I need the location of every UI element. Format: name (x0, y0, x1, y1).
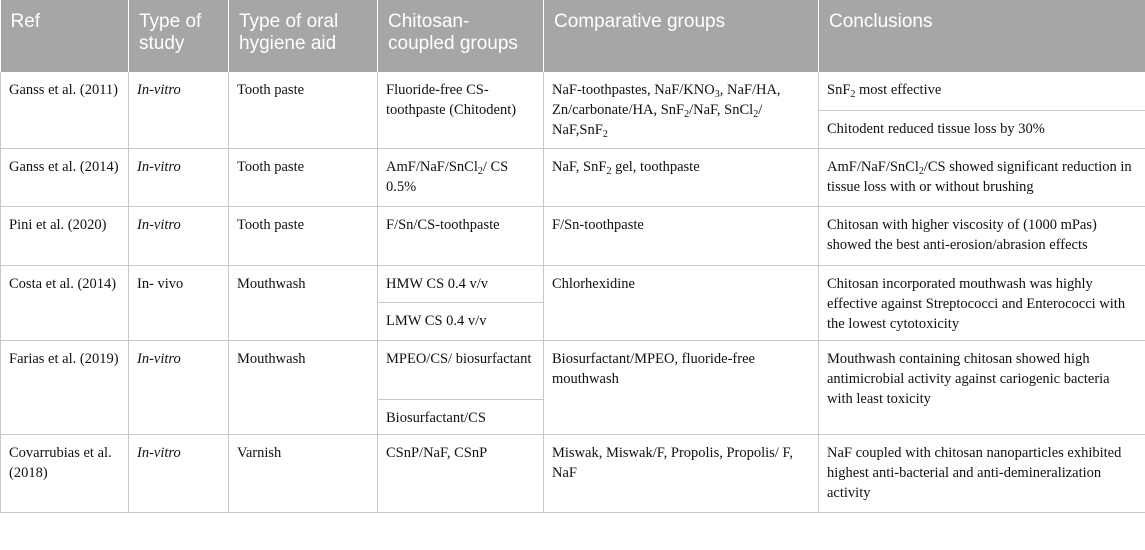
header-type-of-study: Type of study (129, 0, 229, 72)
cell-group: Biosurfactant/CS (378, 399, 544, 434)
cell-comparative: Miswak, Miswak/F, Propolis, Propolis/ F, NaF (544, 434, 819, 512)
table-row (1, 72, 1145, 110)
cell-comparative: NaF, SnF$_2$ gel, toothpaste (544, 148, 819, 206)
cell-aid: Varnish (229, 434, 378, 512)
table-row (1, 340, 1145, 399)
cell-study: In- vivo (129, 265, 229, 340)
cell-aid: Mouthwash (229, 340, 378, 434)
header-comparative-groups: Comparative groups (544, 0, 819, 72)
cell-ref: Costa et al. (2014) (1, 265, 129, 340)
cell-study: In-vitro (129, 72, 229, 148)
cell-conclusion: NaF coupled with chitosan nanoparticles exhibited highest anti-bacterial and anti-demineralization activity (819, 434, 1145, 512)
header-row (1, 0, 1145, 72)
cell-aid: Tooth paste (229, 148, 378, 206)
cell-conclusion: Mouthwash containing chitosan showed high antimicrobial activity against cariogenic bacteria with least toxicity (819, 340, 1145, 434)
cell-conclusion: Chitodent reduced tissue loss by 30% (819, 110, 1145, 148)
cell-group: F/Sn/CS-toothpaste (378, 206, 544, 265)
cell-ref: Pini et al. (2020) (1, 206, 129, 265)
table-row (1, 265, 1145, 303)
cell-ref: Covarrubias et al. (2018) (1, 434, 129, 512)
cell-ref: Ganss et al. (2014) (1, 148, 129, 206)
table-row (1, 434, 1145, 512)
cell-conclusion: Chitosan incorporated mouthwash was highly effective against Streptococci and Enterococci with the lowest cytotoxicity (819, 265, 1145, 340)
header-chitosan-groups: Chitosan-coupled groups (378, 0, 544, 72)
cell-ref: Ganss et al. (2011) (1, 72, 129, 148)
cell-conclusion: Chitosan with higher viscosity of (1000 mPas) showed the best anti-erosion/abrasion effects (819, 206, 1145, 265)
cell-aid: Tooth paste (229, 206, 378, 265)
cell-study: In-vitro (129, 148, 229, 206)
cell-group: MPEO/CS/ biosurfactant (378, 340, 544, 399)
header-ref: Ref (1, 0, 129, 72)
cell-group: CSnP/NaF, CSnP (378, 434, 544, 512)
cell-comparative: Biosurfactant/MPEO, fluoride-free mouthwash (544, 340, 819, 434)
cell-group: HMW CS 0.4 v/v (378, 265, 544, 303)
header-conclusions: Conclusions (819, 0, 1145, 72)
cell-group: AmF/NaF/SnCl$_2$/ CS 0.5% (378, 148, 544, 206)
cell-study: In-vitro (129, 434, 229, 512)
cell-study: In-vitro (129, 206, 229, 265)
header-oral-hygiene-aid: Type of oral hygiene aid (229, 0, 378, 72)
cell-study: In-vitro (129, 340, 229, 434)
cell-ref: Farias et al. (2019) (1, 340, 129, 434)
cell-comparative: Chlorhexidine (544, 265, 819, 340)
cell-group: Fluoride-free CS-toothpaste (Chitodent) (378, 72, 544, 148)
cell-aid: Tooth paste (229, 72, 378, 148)
table-row (1, 206, 1145, 265)
cell-comparative: F/Sn-toothpaste (544, 206, 819, 265)
cell-conclusion: AmF/NaF/SnCl$_2$/CS showed significant reduction in tissue loss with or without brushing (819, 148, 1145, 206)
table-row (1, 148, 1145, 206)
cell-conclusion: SnF$_2$ most effective (819, 72, 1145, 110)
cell-group: LMW CS 0.4 v/v (378, 303, 544, 341)
cell-comparative: NaF-toothpastes, NaF/$KNO_3$, NaF/HA, Zn/carbonate/HA, SnF$_2$/NaF, SnCl$_2$/ NaF,SnF$_2$ (544, 72, 819, 148)
cell-aid: Mouthwash (229, 265, 378, 340)
